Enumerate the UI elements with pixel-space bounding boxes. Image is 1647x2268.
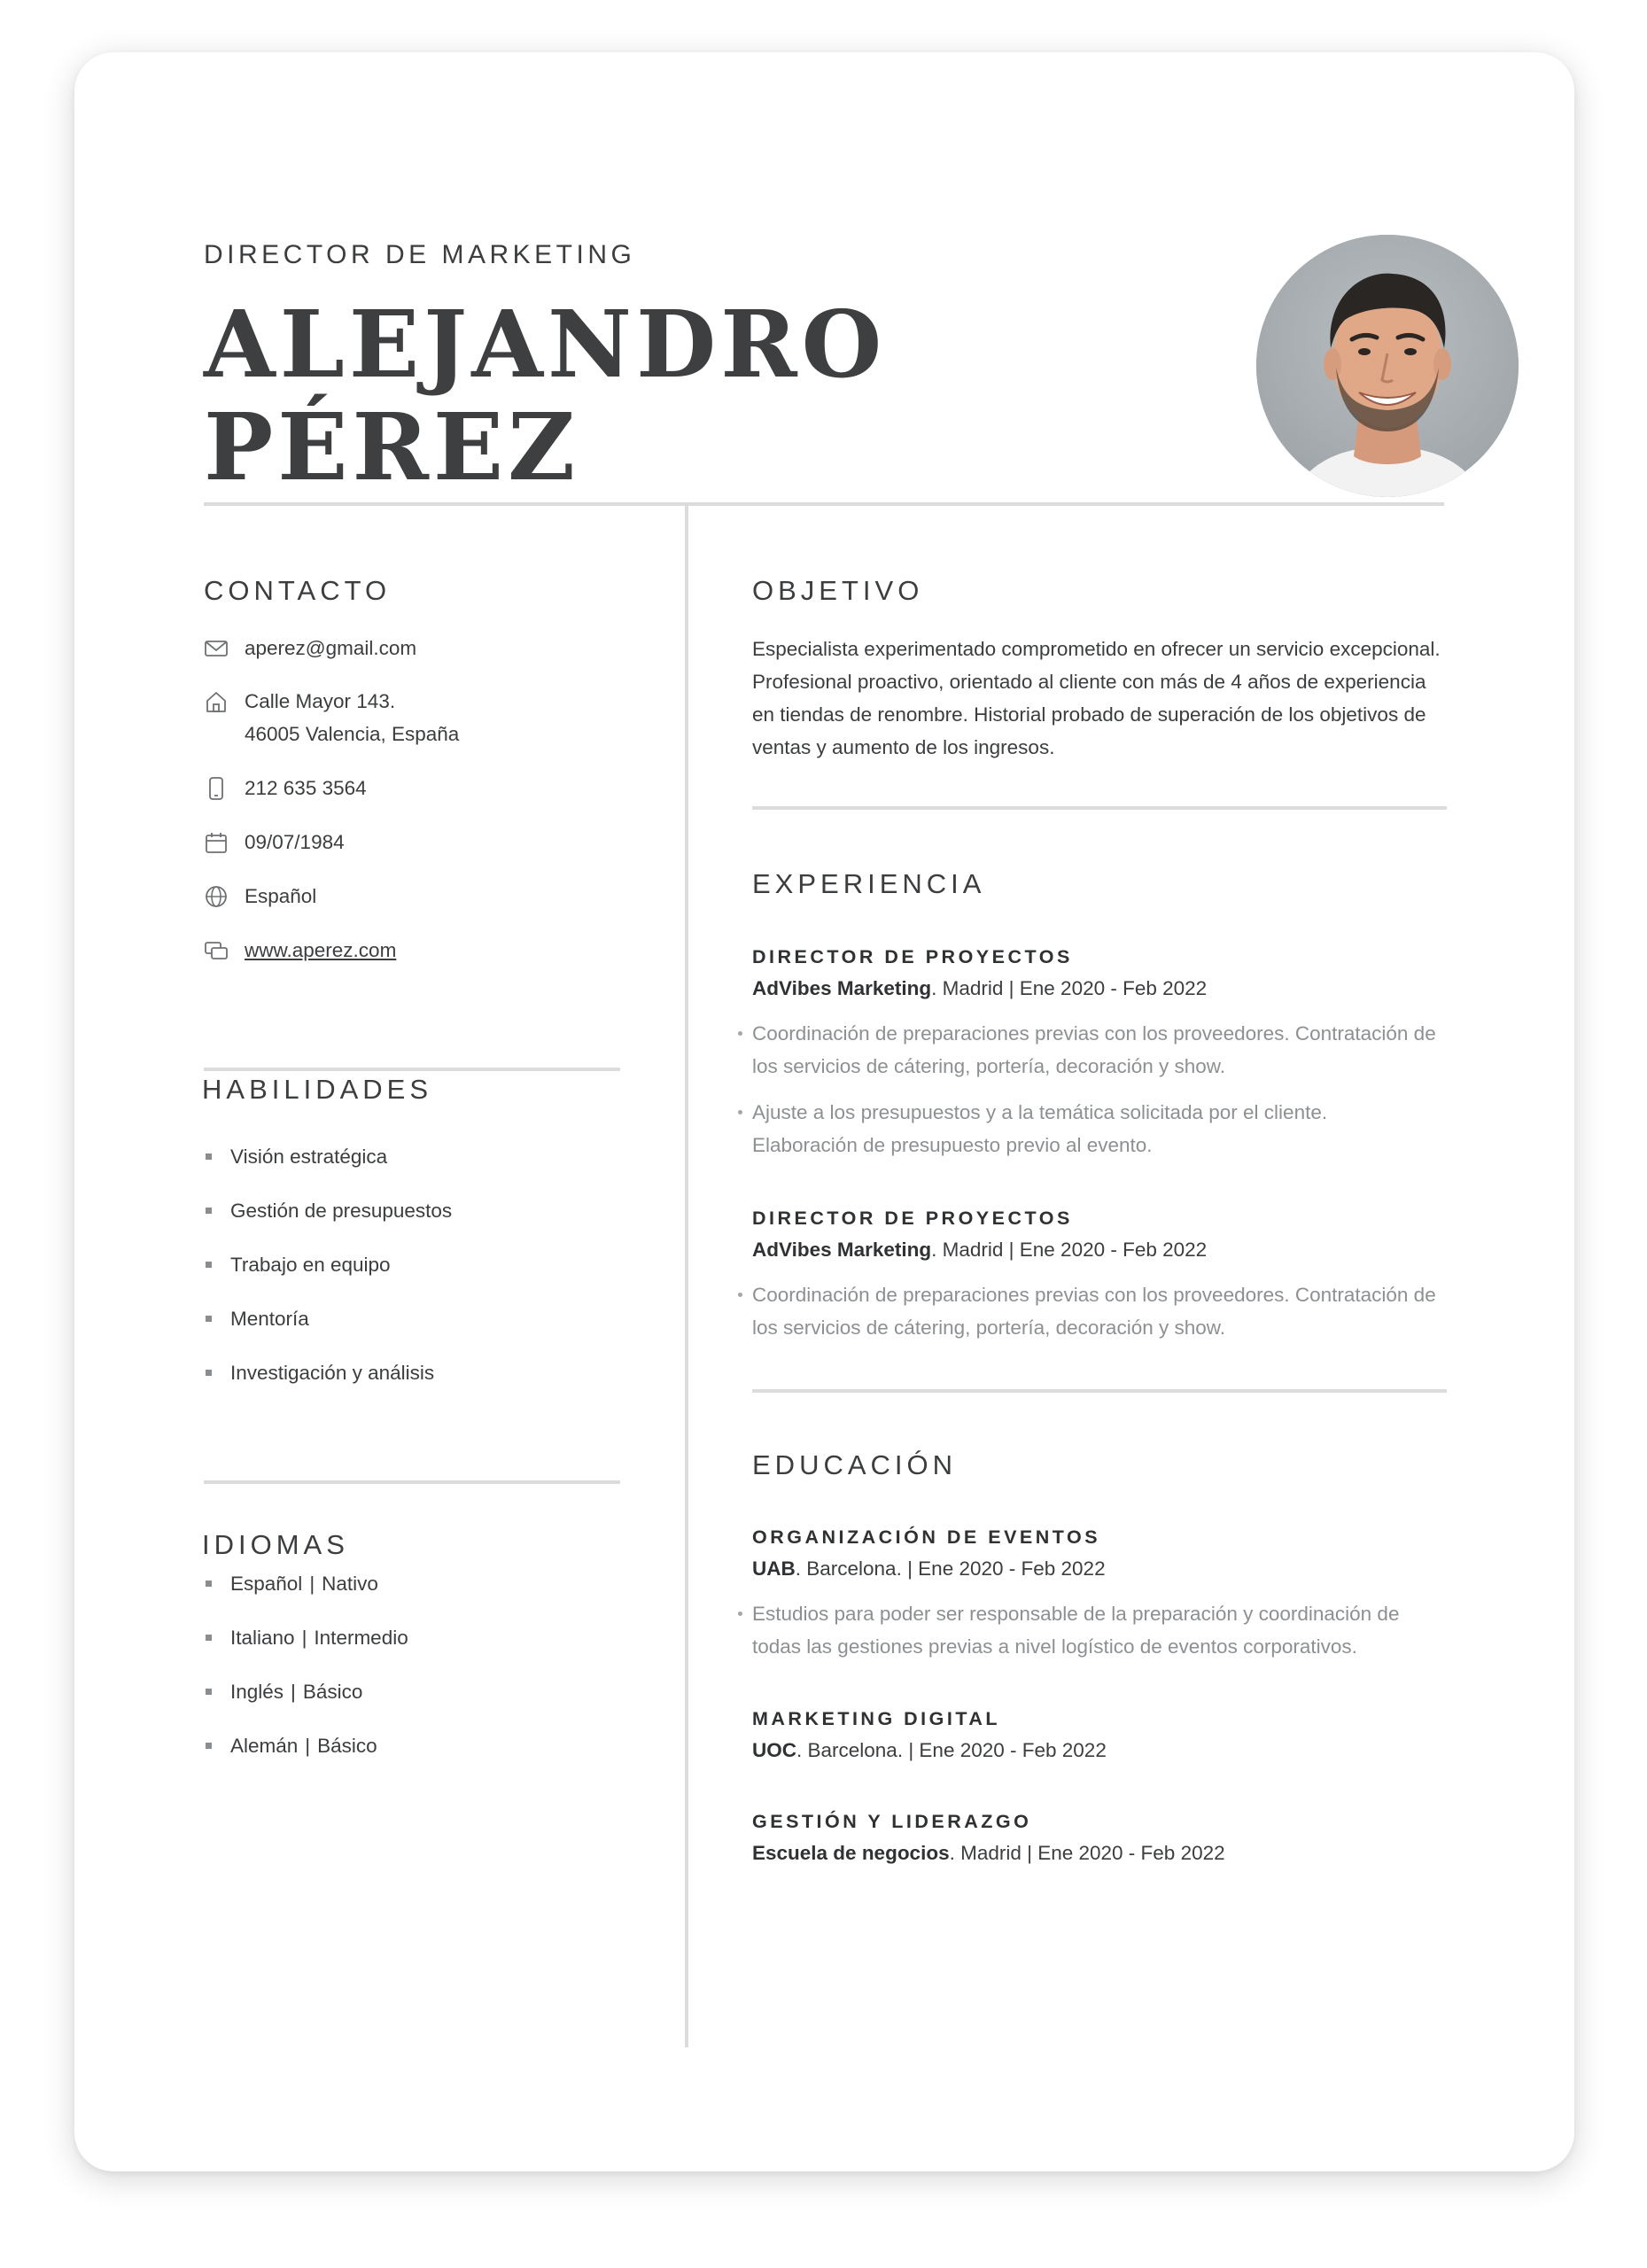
bullet-square	[206, 1370, 212, 1376]
experience-role: DIRECTOR DE PROYECTOS	[752, 1208, 1073, 1229]
contact-address-line1: Calle Mayor 143.	[245, 690, 396, 712]
experience-bullet: Ajuste a los presupuestos y a la temática solicitada por el cliente. Elaboración de presupuesto previo al evento.	[752, 1096, 1452, 1161]
resume-page	[74, 52, 1574, 2171]
education-title: EDUCACIÓN	[752, 1449, 958, 1480]
contact-phone[interactable]	[204, 772, 367, 804]
education-details: . Madrid | Ene 2020 - Feb 2022	[949, 1842, 1225, 1864]
school-name: Escuela de negocios	[752, 1842, 950, 1864]
phone-icon	[204, 776, 229, 801]
education-meta	[752, 1736, 1107, 1765]
contact-birthdate	[204, 826, 345, 858]
name-first: ALEJANDRO	[204, 290, 887, 399]
company-name: AdVibes Marketing	[752, 1239, 932, 1261]
contact-title: CONTACTO	[204, 575, 392, 606]
bullet-square	[206, 1743, 212, 1749]
bullet-dot	[738, 1031, 742, 1036]
experience-details: . Madrid | Ene 2020 - Feb 2022	[931, 977, 1208, 999]
job-title: DIRECTOR DE MARKETING	[204, 240, 636, 269]
education-meta	[752, 1839, 1225, 1868]
education-degree: MARKETING DIGITAL	[752, 1708, 1001, 1729]
skill-item: Mentoría	[204, 1306, 309, 1332]
home-icon	[204, 689, 229, 714]
objective-divider	[752, 806, 1447, 810]
objective-line: Especialista experimentado comprometido en ofrecer un servicio excepcional.	[752, 638, 1441, 660]
objective-line: ventas y aumento de los ingresos.	[752, 736, 1055, 758]
mail-icon	[204, 636, 229, 661]
education-degree: GESTIÓN Y LIDERAZGO	[752, 1811, 1032, 1832]
contact-phone-text: 212 635 3564	[245, 777, 367, 799]
experience-meta	[752, 975, 1207, 1003]
person-name	[204, 290, 887, 501]
name-last: PÉREZ	[204, 392, 580, 501]
globe-icon	[204, 884, 229, 909]
school-name: UOC	[752, 1739, 796, 1761]
bullet-square	[206, 1581, 212, 1587]
resume-header	[204, 185, 1439, 504]
contact-email[interactable]	[204, 632, 416, 664]
education-details: . Barcelona. | Ene 2020 - Feb 2022	[796, 1739, 1107, 1761]
bullet-dot	[738, 1612, 742, 1616]
profile-photo	[1256, 235, 1519, 497]
contact-divider	[204, 1068, 620, 1071]
company-name: AdVibes Marketing	[752, 977, 932, 999]
bullet-square	[206, 1316, 212, 1322]
experience-meta	[752, 1236, 1207, 1264]
education-bullet: Estudios para poder ser responsable de la preparación y coordinación de todas las gestiones previas a nivel logístico de eventos corporativos.	[752, 1597, 1452, 1663]
experience-details: . Madrid | Ene 2020 - Feb 2022	[931, 1239, 1208, 1261]
bullet-square	[206, 1635, 212, 1641]
skill-item: Visión estratégica	[204, 1144, 387, 1170]
skills-divider	[204, 1480, 620, 1484]
education-details: . Barcelona. | Ene 2020 - Feb 2022	[795, 1557, 1106, 1580]
bullet-square	[206, 1262, 212, 1268]
skill-item: Trabajo en equipo	[204, 1252, 391, 1278]
contact-birthdate-text: 09/07/1984	[245, 831, 345, 853]
experience-divider	[752, 1389, 1447, 1393]
experience-role: DIRECTOR DE PROYECTOS	[752, 946, 1073, 967]
school-name: UAB	[752, 1557, 796, 1580]
objective-text	[752, 633, 1452, 764]
bullet-square	[206, 1689, 212, 1695]
objective-line: Profesional proactivo, orientado al cliente con más de 4 años de experiencia	[752, 671, 1426, 693]
bullet-square	[206, 1153, 212, 1160]
education-meta	[752, 1555, 1106, 1583]
contact-address-line2: 46005 Valencia, España	[245, 723, 460, 745]
column-divider	[685, 506, 688, 2047]
skill-item: Investigación y análisis	[204, 1360, 434, 1386]
skills-title: HABILIDADES	[202, 1074, 433, 1105]
bullet-square	[206, 1208, 212, 1214]
contact-address	[204, 685, 459, 750]
bullet-dot	[738, 1110, 742, 1115]
web-icon	[204, 938, 229, 963]
education-degree: ORGANIZACIÓN DE EVENTOS	[752, 1526, 1101, 1548]
contact-email-text: aperez@gmail.com	[245, 637, 417, 659]
header-divider	[204, 502, 1444, 506]
contact-language	[204, 880, 316, 913]
bullet-dot	[738, 1293, 742, 1297]
contact-language-text: Español	[245, 885, 317, 907]
website-link[interactable]: www.aperez.com	[245, 939, 397, 961]
language-item: Alemán | Básico	[204, 1733, 377, 1759]
objective-title: OBJETIVO	[752, 575, 924, 606]
language-item: Español | Nativo	[204, 1571, 378, 1597]
contact-website[interactable]	[204, 934, 396, 967]
experience-bullet: Coordinación de preparaciones previas con los proveedores. Contratación de los servicios de cátering, portería, decoración y show.	[752, 1017, 1452, 1083]
calendar-icon	[204, 830, 229, 855]
language-item: Inglés | Básico	[204, 1679, 362, 1705]
experience-title: EXPERIENCIA	[752, 868, 986, 899]
objective-line: en tiendas de renombre. Historial probado de superación de los objetivos de	[752, 703, 1426, 726]
experience-bullet: Coordinación de preparaciones previas con los proveedores. Contratación de los servicios de cátering, portería, decoración y show.	[752, 1278, 1452, 1344]
language-item: Italiano | Intermedio	[204, 1625, 408, 1651]
languages-title: IDIOMAS	[202, 1529, 349, 1560]
skill-item: Gestión de presupuestos	[204, 1198, 452, 1224]
